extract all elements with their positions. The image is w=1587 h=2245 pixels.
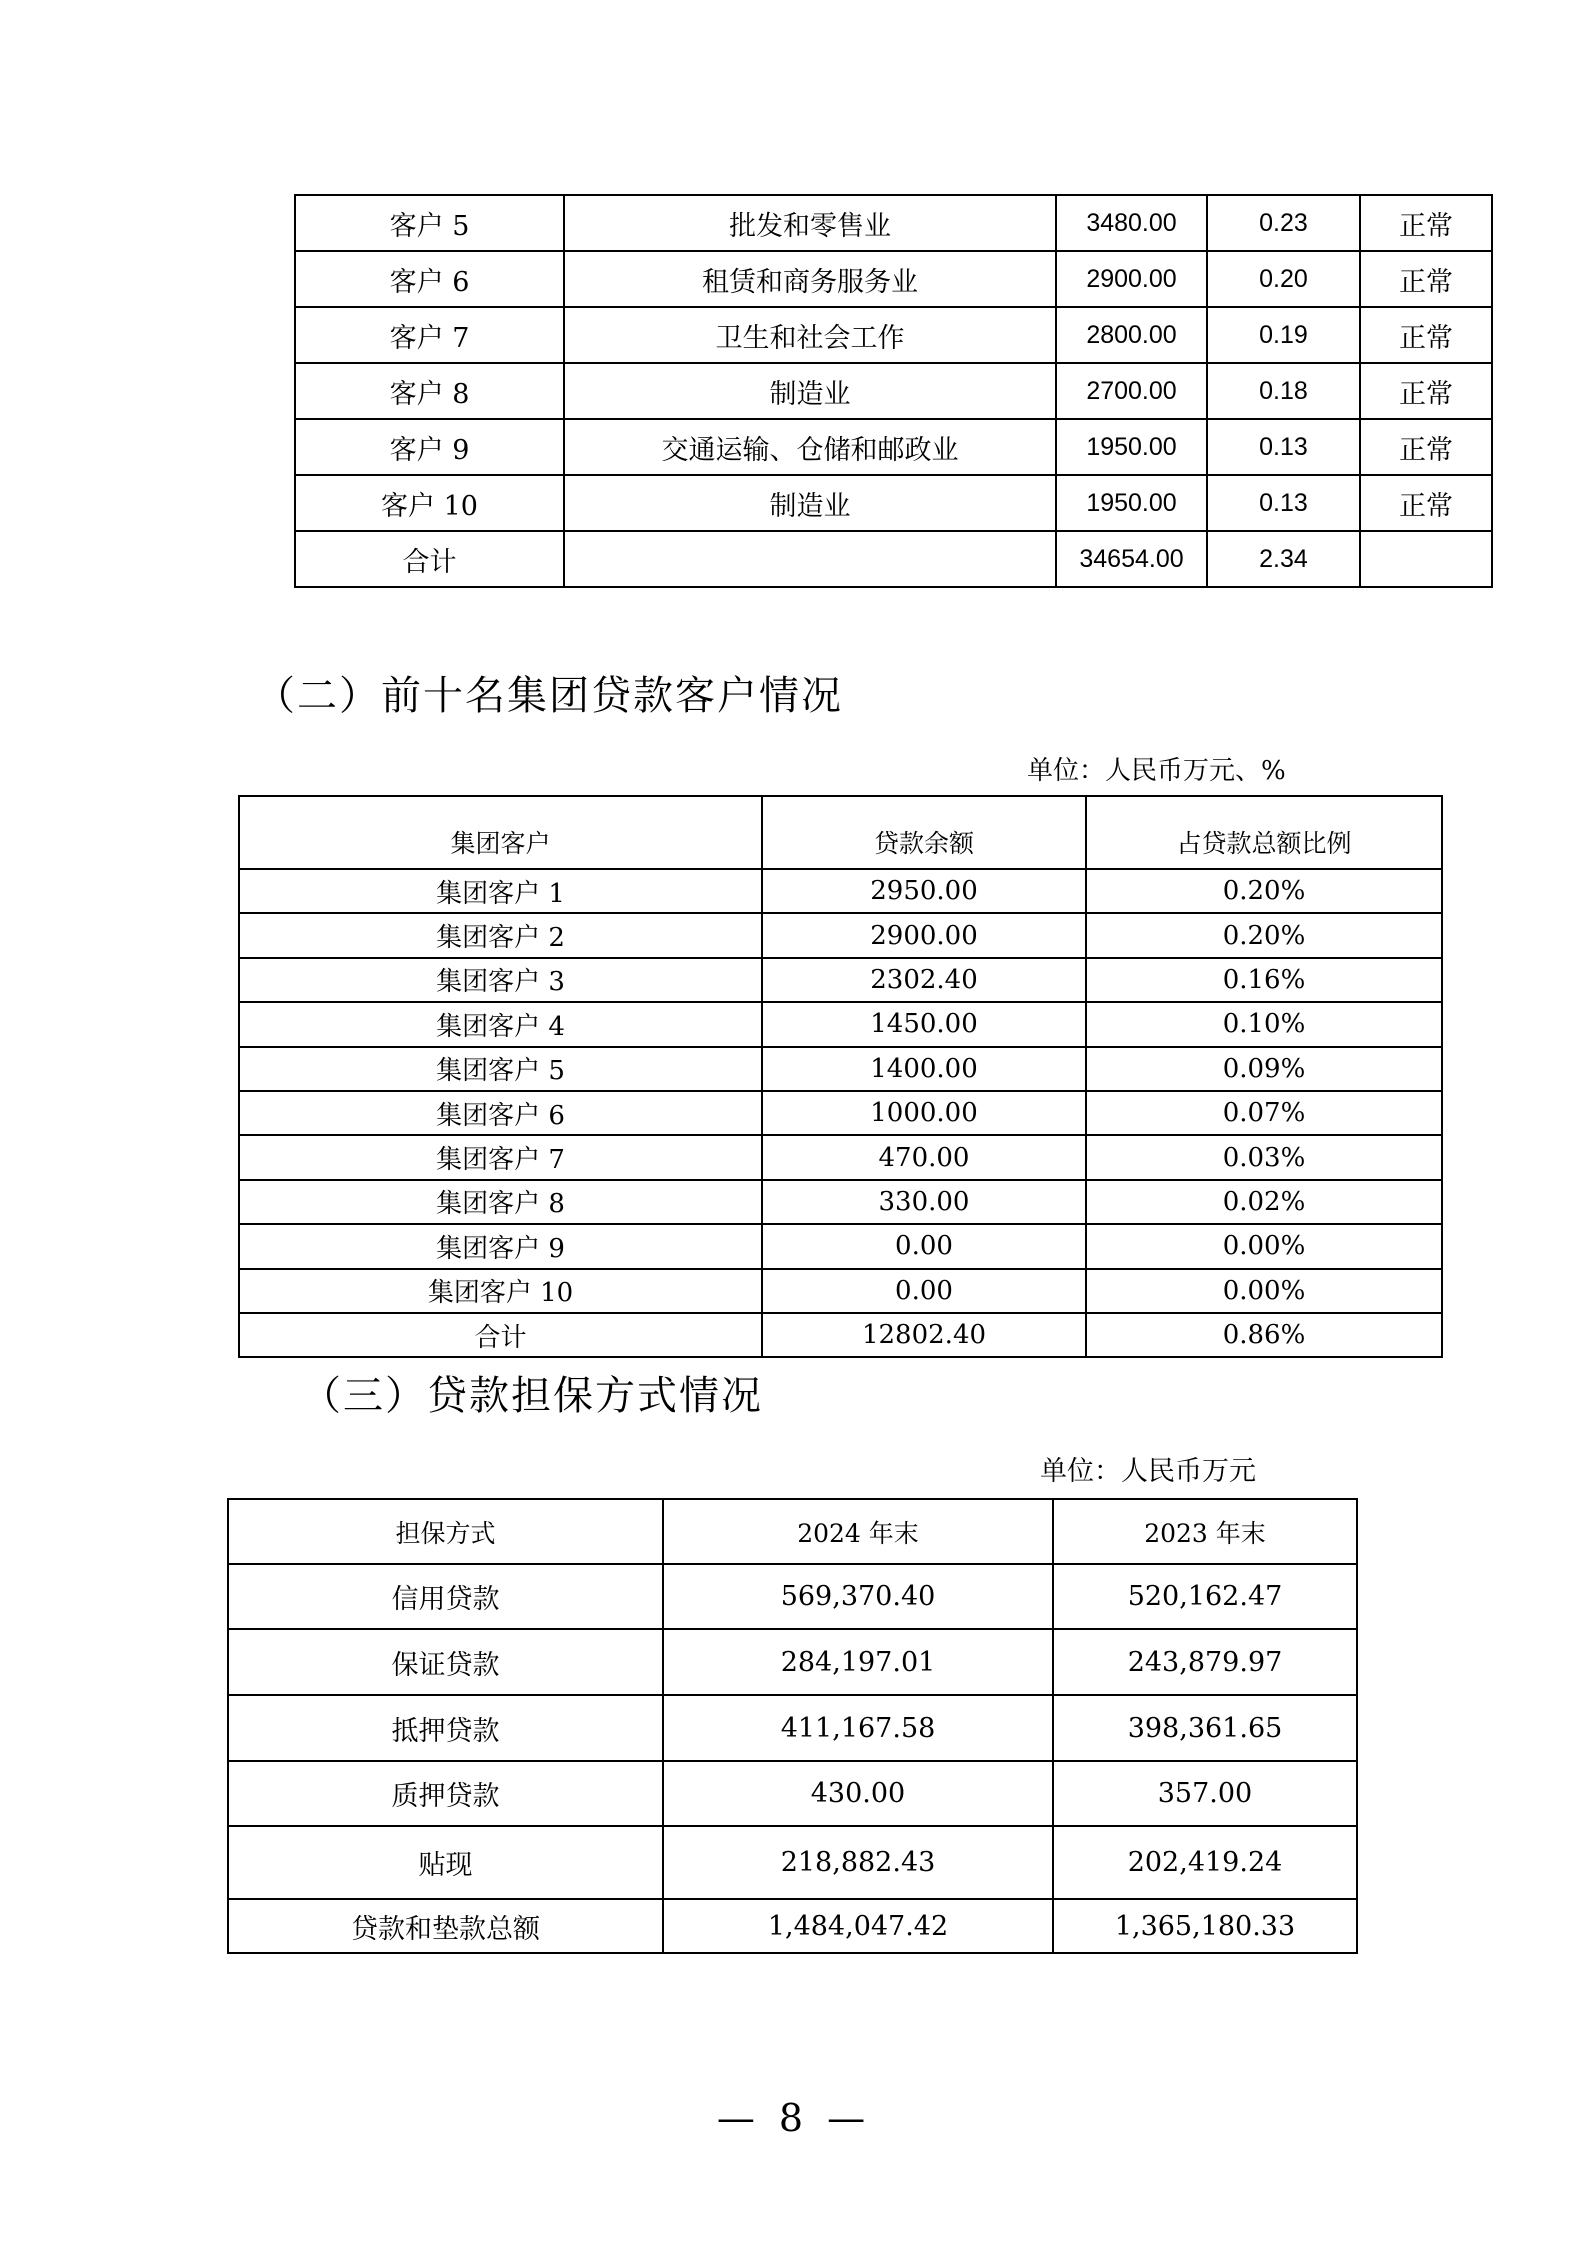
balance-cell: 1950.00 (1056, 419, 1207, 475)
page-number: — 8 — (716, 2096, 872, 2140)
balance-cell: 1000.00 (762, 1091, 1086, 1135)
unit-label: 单位：人民币万元 (1040, 1456, 1256, 1487)
table-row (239, 958, 1442, 1002)
amount-2023-cell: 202,419.24 (1053, 1826, 1357, 1899)
group-customer-cell: 集团客户 2 (239, 913, 762, 957)
table-row (239, 1224, 1442, 1268)
method-cell: 贷款和垫款总额 (228, 1899, 663, 1953)
total-row (239, 1313, 1442, 1357)
ratio-cell: 0.13 (1207, 419, 1360, 475)
ratio-cell: 0.20 (1207, 251, 1360, 307)
method-cell: 抵押贷款 (228, 1695, 663, 1761)
section-heading-group-customers: （二）前十名集团贷款客户情况 (255, 673, 843, 719)
total-ratio-cell: 0.86% (1086, 1313, 1442, 1357)
amount-2023-cell: 243,879.97 (1053, 1629, 1357, 1695)
industry-cell: 制造业 (564, 363, 1056, 419)
industry-cell: 制造业 (564, 475, 1056, 531)
ratio-cell: 0.20% (1086, 913, 1442, 957)
total-label-cell: 合计 (295, 531, 564, 587)
empty-cell (1360, 531, 1492, 587)
balance-cell: 330.00 (762, 1180, 1086, 1224)
table-row (228, 1629, 1357, 1695)
table-row (295, 307, 1492, 363)
classification-cell: 正常 (1360, 419, 1492, 475)
table-row (295, 419, 1492, 475)
balance-cell: 2800.00 (1056, 307, 1207, 363)
customer-cell: 客户 6 (295, 251, 564, 307)
group-customer-cell: 集团客户 3 (239, 958, 762, 1002)
group-customer-cell: 集团客户 7 (239, 1135, 762, 1179)
classification-cell: 正常 (1360, 363, 1492, 419)
header-row (228, 1499, 1357, 1564)
group-customer-table (238, 795, 1443, 1358)
group-customer-cell: 集团客户 9 (239, 1224, 762, 1268)
table-row (295, 251, 1492, 307)
method-cell: 保证贷款 (228, 1629, 663, 1695)
group-customer-cell: 集团客户 8 (239, 1180, 762, 1224)
column-header: 贷款余额 (762, 796, 1086, 869)
amount-2024-cell: 1,484,047.42 (663, 1899, 1053, 1953)
unit-label: 单位：人民币万元、% (1027, 756, 1286, 786)
balance-cell: 2900.00 (1056, 251, 1207, 307)
balance-cell: 2302.40 (762, 958, 1086, 1002)
method-cell: 信用贷款 (228, 1564, 663, 1629)
group-customer-cell: 集团客户 10 (239, 1269, 762, 1313)
balance-cell: 2950.00 (762, 869, 1086, 913)
industry-cell: 交通运输、仓储和邮政业 (564, 419, 1056, 475)
table-row (295, 475, 1492, 531)
balance-cell: 2700.00 (1056, 363, 1207, 419)
ratio-cell: 0.23 (1207, 195, 1360, 251)
header-row (239, 796, 1442, 869)
group-customer-cell: 集团客户 5 (239, 1047, 762, 1091)
balance-cell: 1400.00 (762, 1047, 1086, 1091)
ratio-cell: 0.13 (1207, 475, 1360, 531)
classification-cell: 正常 (1360, 475, 1492, 531)
total-label-cell: 合计 (239, 1313, 762, 1357)
group-customer-cell: 集团客户 4 (239, 1002, 762, 1046)
industry-cell: 卫生和社会工作 (564, 307, 1056, 363)
column-header: 占贷款总额比例 (1086, 796, 1442, 869)
table-row (228, 1761, 1357, 1826)
balance-cell: 2900.00 (762, 913, 1086, 957)
customer-cell: 客户 9 (295, 419, 564, 475)
balance-cell: 0.00 (762, 1224, 1086, 1268)
total-ratio-cell: 2.34 (1207, 531, 1360, 587)
ratio-cell: 0.10% (1086, 1002, 1442, 1046)
total-row (295, 531, 1492, 587)
column-header: 担保方式 (228, 1499, 663, 1564)
table-row (228, 1564, 1357, 1629)
amount-2024-cell: 430.00 (663, 1761, 1053, 1826)
ratio-cell: 0.00% (1086, 1224, 1442, 1268)
classification-cell: 正常 (1360, 195, 1492, 251)
amount-2024-cell: 218,882.43 (663, 1826, 1053, 1899)
amount-2023-cell: 398,361.65 (1053, 1695, 1357, 1761)
amount-2024-cell: 569,370.40 (663, 1564, 1053, 1629)
table-row (228, 1826, 1357, 1899)
table-row (239, 1135, 1442, 1179)
balance-cell: 0.00 (762, 1269, 1086, 1313)
table-row (228, 1695, 1357, 1761)
table-row (239, 1180, 1442, 1224)
amount-2023-cell: 1,365,180.33 (1053, 1899, 1357, 1953)
ratio-cell: 0.00% (1086, 1269, 1442, 1313)
guarantee-method-table (227, 1498, 1358, 1954)
balance-cell: 1450.00 (762, 1002, 1086, 1046)
amount-2024-cell: 284,197.01 (663, 1629, 1053, 1695)
ratio-cell: 0.18 (1207, 363, 1360, 419)
top-customer-table (294, 194, 1493, 588)
industry-cell: 租赁和商务服务业 (564, 251, 1056, 307)
section-heading-guarantee-methods: （三）贷款担保方式情况 (301, 1373, 763, 1419)
table-row (239, 1269, 1442, 1313)
ratio-cell: 0.09% (1086, 1047, 1442, 1091)
column-header: 2024 年末 (663, 1499, 1053, 1564)
balance-cell: 470.00 (762, 1135, 1086, 1179)
total-balance-cell: 34654.00 (1056, 531, 1207, 587)
customer-cell: 客户 5 (295, 195, 564, 251)
total-balance-cell: 12802.40 (762, 1313, 1086, 1357)
ratio-cell: 0.19 (1207, 307, 1360, 363)
classification-cell: 正常 (1360, 251, 1492, 307)
amount-2023-cell: 520,162.47 (1053, 1564, 1357, 1629)
empty-cell (564, 531, 1056, 587)
balance-cell: 1950.00 (1056, 475, 1207, 531)
table-row (239, 869, 1442, 913)
amount-2023-cell: 357.00 (1053, 1761, 1357, 1826)
group-customer-cell: 集团客户 1 (239, 869, 762, 913)
ratio-cell: 0.20% (1086, 869, 1442, 913)
table-row (239, 1047, 1442, 1091)
column-header: 2023 年末 (1053, 1499, 1357, 1564)
amount-2024-cell: 411,167.58 (663, 1695, 1053, 1761)
method-cell: 贴现 (228, 1826, 663, 1899)
customer-cell: 客户 8 (295, 363, 564, 419)
ratio-cell: 0.07% (1086, 1091, 1442, 1135)
customer-cell: 客户 7 (295, 307, 564, 363)
customer-cell: 客户 10 (295, 475, 564, 531)
classification-cell: 正常 (1360, 307, 1492, 363)
balance-cell: 3480.00 (1056, 195, 1207, 251)
column-header: 集团客户 (239, 796, 762, 869)
industry-cell: 批发和零售业 (564, 195, 1056, 251)
group-customer-cell: 集团客户 6 (239, 1091, 762, 1135)
table-row (239, 1091, 1442, 1135)
total-row (228, 1899, 1357, 1953)
method-cell: 质押贷款 (228, 1761, 663, 1826)
table-row (239, 913, 1442, 957)
ratio-cell: 0.16% (1086, 958, 1442, 1002)
ratio-cell: 0.03% (1086, 1135, 1442, 1179)
table-row (239, 1002, 1442, 1046)
ratio-cell: 0.02% (1086, 1180, 1442, 1224)
table-row (295, 195, 1492, 251)
table-row (295, 363, 1492, 419)
